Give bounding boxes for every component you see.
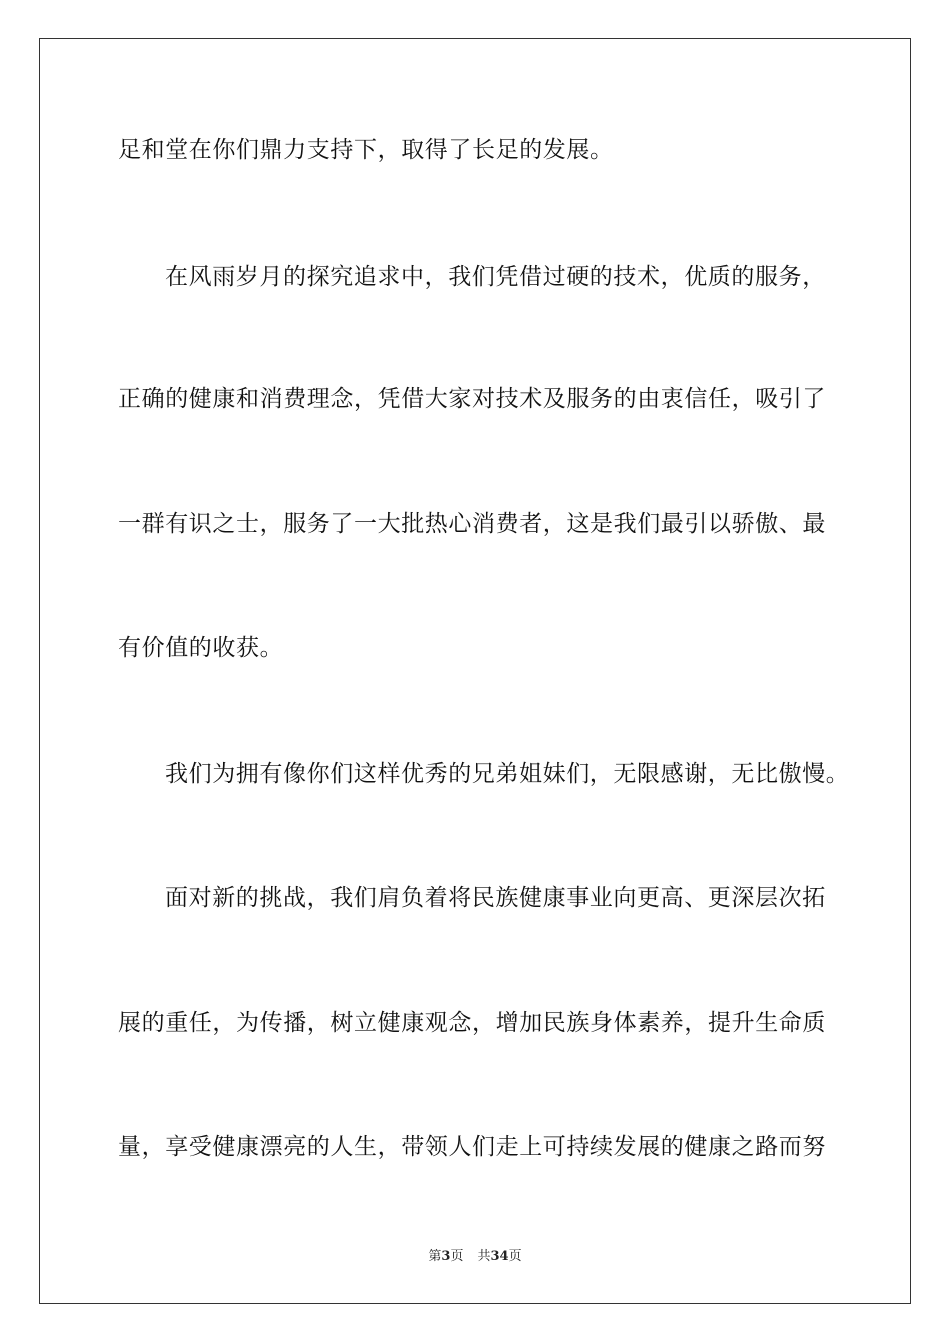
page-suffix: 页 [450, 1249, 464, 1264]
body-line-8: 展的重任，为传播，树立健康观念，增加民族身体素养，提升生命质 [118, 1010, 826, 1036]
total-suffix: 页 [508, 1249, 522, 1264]
body-line-2: 在风雨岁月的探究追求中，我们凭借过硬的技术，优质的服务， [165, 264, 826, 290]
body-line-1: 足和堂在你们鼎力支持下，取得了长足的发展。 [118, 137, 614, 163]
total-prefix: 共 [477, 1249, 491, 1264]
body-line-4: 一群有识之士，服务了一大批热心消费者，这是我们最引以骄傲、最 [118, 511, 826, 537]
body-line-9: 量，享受健康漂亮的人生，带领人们走上可持续发展的健康之路而努 [118, 1134, 826, 1160]
page-footer [0, 1248, 950, 1266]
body-line-6: 我们为拥有像你们这样优秀的兄弟姐妹们，无限感谢，无比傲慢。 [165, 761, 850, 787]
body-line-7: 面对新的挑战，我们肩负着将民族健康事业向更高、更深层次拓 [165, 885, 826, 911]
page-prefix: 第 [428, 1249, 442, 1264]
page-number: 3 [441, 1249, 451, 1264]
page-border [39, 38, 911, 1304]
total-pages: 34 [490, 1249, 509, 1264]
body-line-5: 有价值的收获。 [118, 635, 284, 661]
body-line-3: 正确的健康和消费理念，凭借大家对技术及服务的由衷信任，吸引了 [118, 386, 826, 412]
